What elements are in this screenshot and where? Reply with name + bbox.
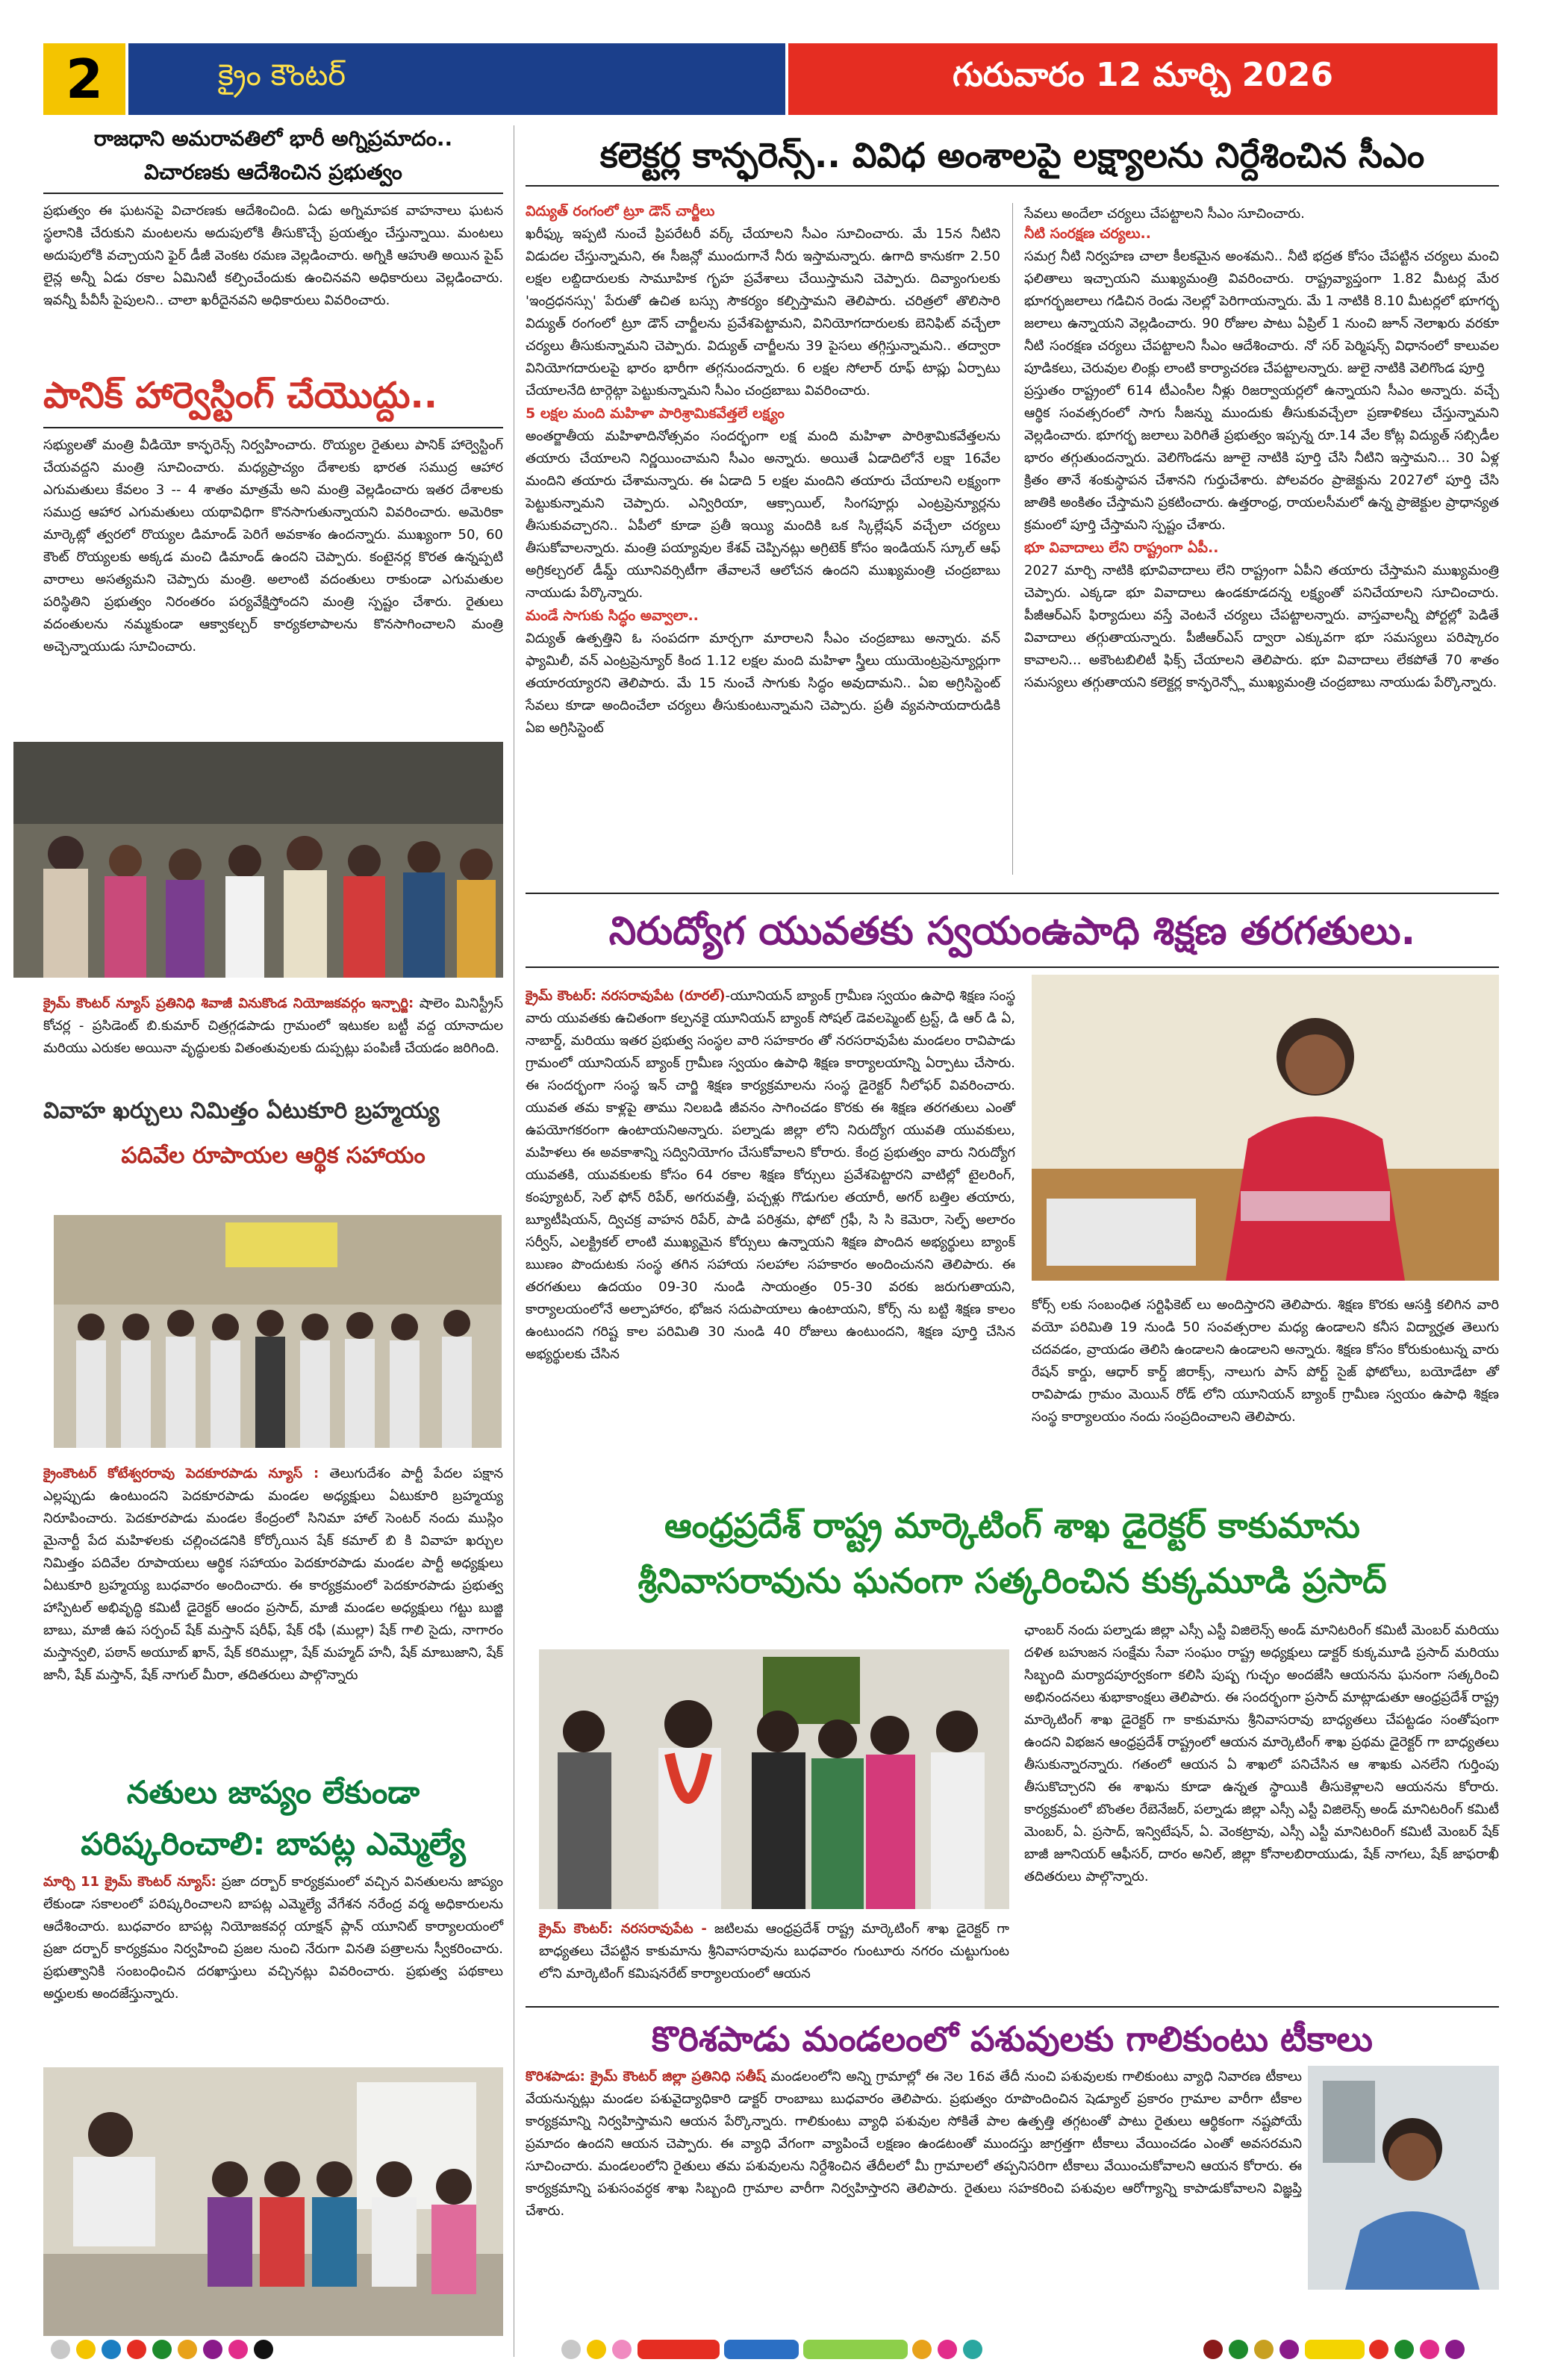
vaccination-body-block xyxy=(526,2066,1302,2223)
marketing-body-right: ఛాంబర్ నందు పల్నాడు జిల్లా ఎస్సీ ఎస్టీ విజిలెన్స్ అండ్ మానిటరింగ్ కమిటీ మెంబర్ మరియు దళిత బహుజన సంక్షేమ సేవా సంఘం రాష్ట్ర అధ్యక్షులు డాక్టర్ కుక్కమూడి ప్రసాద్ మరియు సిబ్బంది మర్యాదపూర్వకంగా కలిసి పుష్ప గుచ్ఛం అందజేసి ఆయనను ఘనంగా సత్కరించి అభినందనలు శుభాకాంక్షలు తెలిపారు. ఈ సందర్భంగా ప్రసాద్ మాట్లాడుతూ ఆంధ్రప్రదేశ్ రాష్ట్ర మార్కెటింగ్ శాఖ డైరెక్టర్ గా కాకుమాను శ్రీనివాసరావు బాధ్యతలు చేపట్టడం సంతోషంగా ఉందని విభజన ఆంధ్రప్రదేశ్ రాష్ట్రంలో ఆయన మార్కెటింగ్ శాఖ ప్రథమ డైరెక్టర్ గా బాధ్యతలు తీసుకున్నారన్నారు. గతంలో ఆయన ఏ శాఖలో పనిచేసిన ఆ శాఖకు ఎనలేని గుర్తింపు తీసుకొచ్చారని ఈ శాఖను కూడా ఉన్నత స్థాయికి తీసుకెళ్లాలని ఆయనను కోరారు. కార్యక్రమంలో బొంతల రేబెనేజర్, పల్నాడు జిల్లా ఎస్సీ ఎస్టీ విజిలెన్స్ అండ్ మానిటరింగ్ కమిటీ మెంబర్, ఏ. ప్రసాద్, ఇన్విటేషన్, ఏ. వెంకట్రావు, ఎస్సీ ఎస్టీ మానిటరింగ్ కమిటీ మెంబర్ షేక్ బాజీ జూనియర్ ఆఫీసర్, దారం అనిల్, జిల్లా కోనాలబిరాయుడు, షేక్ నాగలు, షేక్ జాఫరాఖీ తదితరులు పాల్గొన్నారు. xyxy=(1024,1622,1499,1884)
footer-dot xyxy=(102,2340,121,2359)
collectors-body-land: 2027 మార్చి నాటికి భూవివాదాలు లేని రాష్ట్రంగా ఏపీని తయారు చేస్తామని ముఖ్యమంత్రి చెప్పారు. ఎక్కడా భూ వివాదాలు ఉండకూడదన్న లక్ష్యంతో పనిచేయాలని సూచించారు. పీజీఆర్ఎస్ ఫిర్యాదులు వస్తే వెంటనే చర్యలు చేపట్టాలన్నారు. వాస్తవాలన్నీ పోర్టల్లో పెడితే వివాదాలు తగ్గుతాయన్నారు. పీజీఆర్ఎస్ ద్వారా ఎక్కువగా భూ సమస్యలు పరిష్కారం కావాలని... అకౌంటబిలిటీ ఫిక్స్ చేయాలని తెలిపారు. భూ వివాదాలు లేకపోతే 70 శాతం సమస్యలు తగ్గుతాయని కలెక్టర్ల కాన్ఫరెన్స్లో ముఖ్యమంత్రి చంద్రబాబు నాయుడు పేర్కొన్నారు. xyxy=(1024,563,1499,690)
vaccination-headline-block xyxy=(526,2006,1499,2061)
footer-dot xyxy=(587,2340,606,2359)
wedding-aid-photo xyxy=(54,1215,502,1448)
footer-bar xyxy=(638,2340,720,2359)
footer-dot xyxy=(1229,2340,1248,2359)
footer-dot xyxy=(178,2340,197,2359)
blanket-body: షాలెం మినిస్ట్రీస్ కోచర్ల - ప్రసిడెంట్ బి.కుమార్ చిత్రగ్గడపాడు గ్రామంలో ఇటుకల బట్టీ వద్ద యానాదుల మరియు ఎరుకల అయినా వృద్ధులకు వితంతువులకు దుప్పట్లు పంపిణీ చేయడం జరిగింది. xyxy=(43,996,503,1056)
bapatla-lead: మార్చి 11 క్రైమ్ కౌంటర్ న్యూస్: xyxy=(43,1874,216,1890)
marketing-lead: క్రైమ్ కౌంటర్: నరసరావుపేట - xyxy=(539,1921,707,1937)
bapatla-body: ప్రజా దర్బార్ కార్యక్రమంలో వచ్చిన వినతులను జాప్యం లేకుండా సకాలంలో పరిష్కరించాలని బాపట్ల ఎమ్మెల్యే వేగేశన నరేంద్ర వర్మ అధికారులను ఆదేశించారు. బుధవారం బాపట్ల నియోజకవర్గ యాక్షన్ ప్లాన్ యూనిట్ కార్యాలయంలో ప్రజా దర్బార్ కార్యక్రమం నిర్వహించి ప్రజల నుంచి నేరుగా వినతి పత్రాలను స్వీకరించారు. ప్రభుత్వానికి సంబంధించిన దరఖాస్తులు వచ్చినట్లు వివరించారు. ప్రభుత్వ పథకాలు అర్హులకు అందజేస్తున్నారు. xyxy=(43,1874,503,2002)
training-body: -యూనియన్ బ్యాంక్ గ్రామీణ స్వయం ఉపాధి శిక్షణ సంస్థ వారు యువతకు ఉచితంగా కల్పనకై యూనియన్ బ్యాంక్ సోషల్ డెవలప్మెంట్ ట్రస్ట్, డి ఆర్ డి ఏ, నాబార్డ్, మరియు ఇతర ప్రభుత్వ సంస్థల వారి సహకారం తో నరసరావుపేట మండలం రావిపాడు గ్రామంలో యూనియన్ బ్యాంక్ గ్రామీణ స్వయం ఉపాధి శిక్షణ కార్యాలయాన్ని ఏర్పాటు చేసారు. ఈ సందర్భంగా సంస్థ ఇన్ చార్జి శిక్షణ కార్యక్రమాలను సంస్థ డైరెక్టర్ నీలోఫర్ వివరించారు. యువత తమ కాళ్లపై తాము నిలబడి జీవనం సాగించడం కొరకు ఈ శిక్షణ తరగతులు ఎంతో ఉపయోగకరంగా ఉంటాయనిఅన్నారు. పల్నాడు జిల్లా లోని నిరుద్యోగ యువతి యువకులు, మహిళలు ఈ అవకాశాన్ని సద్వినియోగం చేసుకోవాలని కోరారు. కేంద్ర ప్రభుత్వం వారు నిరుద్యోగ యువతకి, యువకులకు కోసం 64 రకాల శిక్షణ కోర్సులు ప్రవేశపెట్టారని వాటిల్లో టైలరింగ్, కంప్యూటర్, సెల్ ఫోన్ రిపేర్, అగరువత్తీ, పచ్చళ్లు గొడుగుల తయారీ, అగర్ బత్తిల తయారు, బ్యూటీషియన్, ద్విచక్ర వాహన రిపేర్, పాడి పరిశ్రమ, ఫోటో గ్రఫీ, సి సి కెమెరా, సెల్ఫ్ అలారం సర్వీస్, ఎలక్ట్రికల్ లాంటి ముఖ్యమైన కోర్సులు ఉన్నాయని శిక్షణ పొందిన అభ్యర్థులు బ్యాంక్ ఋణం పొందుటకు సంస్థ తగిన సహాయ సలహాల సహకారం అందించునని తెలిపారు. ఈ తరగతులు ఉదయం 09-30 నుండి సాయంత్రం 05-30 వరకు జరుగుతాయని, కార్యాలయంలోనే అల్పాహారం, భోజన సదుపాయాలు ఉంటాయని, కోర్స్ ను బట్టి శిక్షణ కాలం ఉంటుందని గరిష్ట కాల పరిమితి 30 నుండి 40 రోజులు ఉంటుందని, శిక్షణ పూర్తి చేసిన అభ్యర్థులకు చేసిన xyxy=(526,988,1015,1362)
footer-dot xyxy=(1279,2340,1299,2359)
footer-dot xyxy=(612,2340,632,2359)
newspaper-brand: క్రైం కౌంటర్ xyxy=(128,43,785,115)
marketing-body: జటిలమ ఆంధ్రప్రదేశ్ రాష్ట్ర మార్కెటింగ్ శాఖ డైరెక్టర్ గా బాధ్యతలు చేపట్టిన కాకుమాను శ్రీనివాసరావును బుధవారం గుంటూరు నగరం చుట్టుగుంట లోని మార్కెటింగ్ కమిషనరేట్ కార్యాలయంలో ఆయన xyxy=(539,1921,1009,1981)
divider xyxy=(526,966,1499,968)
wedding-body-block xyxy=(43,1463,503,1687)
bapatla-story xyxy=(43,1773,503,2005)
footer-dot xyxy=(561,2340,581,2359)
collectors-body-power: ఖరీఫ్కు ఇప్పటి నుంచే ప్రిపరేటరీ వర్క్ చేయాలని సీఎం సూచించారు. మే 15న నీటిని విడుదల చేస్తున్నామని, ఈ సీజన్లో ముందుగానే నీరు ఇస్తామన్నారు. ఉగాది కానుకగా 2.50 లక్షల లబ్దిదారులకు సామూహిక గృహ ప్రవేశాలు చేయిస్తామని చెప్పారు. దివ్యాంగులకు 'ఇంద్రధనస్సు' పేరుతో ఉచిత బస్సు సౌకర్యం కల్పిస్తామని తెలిపారు. చరిత్రలో తొలిసారి విద్యుత్ రంగంలో ట్రూ డౌన్ చార్జీలను ప్రవేశపెట్టామని, వినియోగదారులకు బెనిఫిట్ వచ్చేలా చర్యలు తీసుకున్నామని చెప్పారు. విద్యుత్ చార్జీలను 39 పైసలు తగ్గిస్తున్నామని.. తద్వారా వినియోగదారులపై భారం భారీగా తగ్గనుందన్నారు. 6 లక్షల సోలార్ రూఫ్ టాప్లు ఏర్పాటు చేయాలనేది టార్గెట్గా పెట్టుకున్నామని సీఎం చంద్రబాబు వివరించారు. xyxy=(526,226,1000,399)
panic-headline: పానిక్ హార్వెస్టింగ్ చేయొద్దు.. xyxy=(43,375,438,416)
collectors-subhead-women: 5 లక్షల మంది మహిళా పారిశ్రామికవేత్తలే లక్ష్యం xyxy=(526,405,785,422)
footer-dot xyxy=(1394,2340,1414,2359)
column-divider xyxy=(1012,203,1013,875)
marketing-headline-block xyxy=(526,1505,1499,1602)
blanket-story xyxy=(43,993,503,1060)
photo-illustration xyxy=(539,1649,1009,1909)
issue-date: గురువారం 12 మార్చి 2026 xyxy=(788,43,1497,115)
bapatla-headline-2: పరిష్కరించాలి: బాపట్ల ఎమ్మెల్యే xyxy=(81,1825,466,1862)
fire-story xyxy=(43,125,503,312)
collectors-subhead-water: నీటి సంరక్షణ చర్యలు.. xyxy=(1024,225,1151,242)
footer-dot xyxy=(1203,2340,1223,2359)
divider xyxy=(526,185,1499,187)
footer-dot xyxy=(228,2340,248,2359)
collectors-body-continued: సేవలు అందేలా చర్యలు చేపట్టాలని సీఎం సూచించారు. xyxy=(1024,206,1305,222)
wedding-story xyxy=(43,1097,503,1169)
page-number: 2 xyxy=(43,43,125,115)
blanket-lead: క్రైమ్ కౌంటర్ న్యూస్ ప్రతినిధి శివాజీ వినుకొండ నియోజకవర్గం ఇన్చార్జి: xyxy=(43,996,414,1011)
training-body-right: కోర్స్ లకు సంబంధిత సర్టిఫికెట్ లు అందిస్తారని తెలిపారు. శిక్షణ కొరకు ఆసక్తి కలిగిన వారి వయో పరిమితి 19 నుండి 50 సంవత్సరాల మధ్య ఉండాలని కనీస విద్యార్హత తెలుగు చదవడం, వ్రాయడం తెలిసి ఉండాలని ఉండాలని అన్నారు. శిక్షణ కోసం కోరుకుంటున్న వారు రేషన్ కార్డు, ఆధార్ కార్డ్ జిరాక్స్, నాలుగు పాస్ పోర్ట్ సైజ్ ఫోటోలు, బయోడేటా తో రావిపాడు గ్రామం మెయిన్ రోడ్ లోని యూనియన్ బ్యాంక్ గ్రామీణ స్వయం ఉపాధి శిక్షణ సంస్థ కార్యాలయం నందు సంప్రదించాలని తెలిపారు. xyxy=(1032,1297,1499,1425)
footer-dot xyxy=(51,2340,70,2359)
felicitation-photo xyxy=(539,1649,1009,1909)
footer-bar xyxy=(1305,2340,1365,2359)
wedding-headline-1: వివాహ ఖర్చులు నిమిత్తం ఏటుకూరి బ్రహ్మయ్య xyxy=(43,1098,440,1124)
footer-dot xyxy=(127,2340,146,2359)
marketing-headline-1: ఆంధ్రప్రదేశ్ రాష్ట్ర మార్కెటింగ్ శాఖ డైరెక్టర్ కాకుమాను xyxy=(664,1505,1360,1546)
training-body-right-block xyxy=(1032,1294,1499,1428)
footer-dot xyxy=(152,2340,172,2359)
fire-headline-2: విచారణకు ఆదేశించిన ప్రభుత్వం xyxy=(144,160,402,184)
training-headline-block xyxy=(526,893,1499,968)
footer-dot xyxy=(1420,2340,1439,2359)
training-headline: నిరుద్యోగ యువతకు స్వయంఉపాధి శిక్షణ తరగతులు. xyxy=(608,909,1416,954)
collectors-body-farming: విద్యుత్ ఉత్పత్తిని ఓ సంపదగా మార్చగా మారాలని సీఎం చంద్రబాబు అన్నారు. వన్ ఫ్యామిలీ, వన్ ఎంట్రప్రెన్యూర్ కింద 1.12 లక్షల మంది మహిళా స్త్రీలు యుయెంట్రప్రెన్యూర్లుగా తయారయ్యారని తెలిపారు. మే 15 నుంచే సాగుకు సిద్ధం అవుదామని.. ఏఐ అగ్రిసిస్టెంట్ సేవలు కూడా అందించేలా చర్యలు తీసుకుంటున్నామని చెప్పారు. ప్రతీ వ్యవసాయదారుడికి ఏఐ అగ్రిసిస్టెంట్ xyxy=(526,631,1000,736)
footer-dot xyxy=(1445,2340,1465,2359)
footer-dot xyxy=(76,2340,96,2359)
praja-darbar-photo xyxy=(43,2067,503,2336)
footer-dot xyxy=(203,2340,222,2359)
panic-body: సభ్యులతో మంత్రి వీడియో కాన్ఫరెన్స్ నిర్వహించారు. రొయ్యల రైతులు పానిక్ హార్వెస్టింగ్ చేయవద్దని మంత్రి సూచించారు. మధ్యప్రాచ్యం దేశాలకు భారత సముద్ర ఆహార ఎగుమతులు కేవలం 3 -- 4 శాతం మాత్రమే అని మంత్రి వెల్లడించారు ఇతర దేశాలకు సముద్ర ఆహార ఎగుమతులు యథావిధిగా కొనసాగుతున్నాయని వివరించారు. అమెరికా మార్కెట్లో త్వరలో రొయ్యల డిమాండ్ పెరిగే అవకాశం ఉందన్నారు. ముఖ్యంగా 50, 60 కౌంట్ రొయ్యలకు అక్కడ మంచి డిమాండ్ ఉందని చెప్పారు. కంటైనర్ల కొరత ఉన్నప్పటి వారాలు అసత్యమని చెప్పారు మంత్రి. అలాంటి వదంతులు రాకుండా ఎగుమతుల పరిస్థితిని ప్రభుత్వం నిరంతరం పర్యవేక్షిస్తోందని మంత్రి స్పష్టం చేశారు. రైతులు వదంతులను నమ్మకుండా ఆక్వాకల్చర్ కార్యకలాపాలను కొనసాగించాలని మంత్రి అచ్చెన్నాయుడు సూచించారు. xyxy=(43,437,503,655)
collectors-column-1 xyxy=(526,203,1000,740)
divider xyxy=(526,893,1499,894)
footer-dot xyxy=(912,2340,932,2359)
collectors-body-water: సమగ్ర నీటి నిర్వహణ చాలా కీలకమైన అంశమని.. నీటి భద్రత కోసం చేపట్టిన చర్యలు మంచి ఫలితాలు ఇచ్చాయని ముఖ్యమంత్రి వివరించారు. రాష్ట్రవ్యాప్తంగా 1.82 మీటర్ల మేర భూగర్భజలాలు గడిచిన రెండు నెలల్లో పెరిగాయన్నారు. మే 1 నాటికి 8.10 మీటర్లలో భూగర్భ జలాలు ఉన్నాయని వెల్లడించారు. 90 రోజుల పాటు ఏప్రిల్ 1 నుంచి జూన్ నెలాఖరు వరకూ నీటి సంరక్షణ చర్యలు చేపట్టాలని సీఎం ఆదేశించారు. నో సర్ పెర్మిషన్స్ విధానంలో కాలువల పూడికలు, చెరువుల లింక్లు లాంటి కార్యాచరణ చేపట్టాలన్నారు. జులై నాటికి వెలిగొండ పూర్తి xyxy=(1024,249,1499,376)
photo-illustration xyxy=(54,1215,502,1448)
training-director-photo xyxy=(1032,975,1499,1281)
divider xyxy=(526,2006,1499,2008)
bapatla-headline-1: నతులు జాప్యం లేకుండా xyxy=(126,1774,420,1811)
collectors-headline: కలెక్టర్ల కాన్ఫరెన్స్.. వివిధ అంశాలపై లక్ష్యాలను నిర్దేశించిన సీఎం xyxy=(599,135,1425,175)
fire-headline-1: రాజధాని అమరావతిలో భారీ అగ్నిప్రమాదం.. xyxy=(93,126,453,151)
collectors-body-reservoirs: ప్రస్తుతం రాష్ట్రంలో 614 టీఎంసీల నీళ్లు రిజర్వాయర్లలో ఉన్నాయని సీఎం అన్నారు. వచ్చే ఆర్థిక సంవత్సరంలో సాగు సీజన్ను ముందుకు తీసుకువచ్చేలా ప్రణాళికలు చేస్తున్నామని వెల్లడించారు. భూగర్భ జలాలు పెరిగితే ప్రభుత్వం ఇప్పన్న రూ.14 వేల కోట్ల విద్యుత్ సబ్సిడీల భారం తగ్గుతుందన్నారు. వెలిగొండను జూలై నాటికి పూర్తి చేసి నీటిని ఇస్తామని... 30 ఏళ్ల క్రితం తానే శంకుస్థాపన చేశానని గుర్తుచేశారు. పోలవరం ప్రాజెక్టును 2027లో పూర్తి చేసి జాతికి అంకితం చేస్తామని ప్రకటించారు. ఉత్తరాంధ్ర, రాయలసీమలో ఉన్న ప్రాజెక్టుల ప్రాధాన్యత క్రమంలో పూర్తి చేస్తామని స్పష్టం చేశారు. xyxy=(1024,383,1499,533)
training-lead: క్రైమ్ కౌంటర్: నరసరావుపేట (రూరల్) xyxy=(526,988,726,1004)
divider xyxy=(43,427,503,428)
footer-dot xyxy=(1369,2340,1388,2359)
divider xyxy=(43,193,503,194)
collectors-subhead-land: భూ వివాదాలు లేని రాష్ట్రంగా ఏపీ.. xyxy=(1024,540,1219,556)
footer-color-strip xyxy=(0,2340,1543,2370)
footer-bar xyxy=(724,2340,799,2359)
vaccination-headline: కొరిశపాడు మండలంలో పశువులకు గాలికుంటు టీకాలు xyxy=(652,2019,1373,2059)
footer-dot xyxy=(938,2340,957,2359)
footer-dot xyxy=(1254,2340,1274,2359)
photo-illustration xyxy=(1032,975,1499,1281)
vaccination-body: మండలంలోని అన్ని గ్రామాల్లో ఈ నెల 16వ తేదీ నుంచి పశువులకు గాలికుంటు వ్యాధి నివారణ టీకాలు వేయనున్నట్లు మండల పశువైద్యాధికారి డాక్టర్ రాంబాబు బుధవారం తెలిపారు. ప్రభుత్వం రూపొందించిన షెడ్యూల్ ప్రకారం గ్రామాల వారీగా టీకాల కార్యక్రమాన్ని నిర్వహిస్తామని ఆయన పేర్కొన్నారు. గాలికుంటు వ్యాధి పశువుల సోకితే పాల ఉత్పత్తి తగ్గటంతో పాటు రైతులు ఆర్థికంగా నష్టపోయే ప్రమాదం ఉందని ఆయన చెప్పారు. ఈ వ్యాధి వేగంగా వ్యాపించే లక్షణం ఉండటంతో ముందస్తు జాగ్రత్తగా టీకాలు వేయించడం ఎంతో అవసరమని సూచించారు. మండలంలోని రైతులు తమ పశువులను నిర్దేశించిన తేదీలలో మీ గ్రామాలలో తప్పనిసరిగా టీకాలు వేయించుకోవాలని ఆయన కోరారు. ఈ కార్యక్రమాన్ని పశుసంవర్ధక శాఖ సిబ్బంది గ్రామాల వారీగా నిర్వహిస్తారని తెలిపారు. రైతులు సహకరించి పశువుల ఆరోగ్యాన్ని కాపాడుకోవాలని విజ్ఞప్తి చేశారు. xyxy=(526,2069,1302,2219)
footer-dot xyxy=(254,2340,273,2359)
panic-story xyxy=(43,373,503,658)
marketing-body-right-block xyxy=(1024,1620,1499,1888)
wedding-body: తెలుగుదేశం పార్టీ పేదల పక్షాన ఎల్లప్పుడు ఉంటుందని పెదకూరపాడు మండల అధ్యక్షులు ఏటుకూరి బ్రహ్మయ్య నిరూపించారు. పెదకూరపాడు మండల కేంద్రంలో సినిమా హాల్ సెంటర్ నందు ముస్లిం మైనార్టీ పేద మహిళలకు చల్లించడనికి కోర్కోయిన షేక్ కమాల్ బి కి వివాహ ఖర్చుల నిమిత్తం పదివేల రూపాయలు ఆర్థిక సహాయం పెదకూరపాడు మండల పార్టీ అధ్యక్షులు ఏటుకూరి బ్రహ్మయ్య బుధవారం అందించారు. ఈ కార్యక్రమంలో పెదకూరపాడు ప్రభుత్వ హాస్పిటల్ అభివృద్ధి కమిటీ డైరెక్టర్ ఆందం ప్రసాద్, మాజీ మండల అధ్యక్షులు గట్టు బుజ్జి బాబు, మాజీ ఉప సర్పంచ్ షేక్ మస్తాన్ షరీఫ్, షేక్ రఫీ (ముల్లా) షేక్ గాలి సైదు, నాగారం మస్తాన్వలి, పఠాన్ అయూబ్ ఖాన్, షేక్ కరిముల్లా, షేక్ మహ్మద్ హనీ, షేక్ మాబుజాని, షేక్ జానీ, షేక్ మస్తాన్, షేక్ నాగుల్ మీరా, తదితరులు పాల్గొన్నారు xyxy=(43,1466,503,1683)
blanket-distribution-photo xyxy=(13,742,503,978)
collectors-column-2 xyxy=(1024,203,1499,694)
collectors-subhead-power: విద్యుత్ రంగంలో ట్రూ డౌన్ చార్జీలు xyxy=(526,203,715,219)
photo-illustration xyxy=(43,2067,503,2336)
marketing-headline-2: శ్రీనివాసరావును ఘనంగా సత్కరించిన కుక్కమూడి ప్రసాద్ xyxy=(638,1560,1387,1601)
vaccination-lead: కొరిశపాడు: క్రైమ్ కౌంటర్ జిల్లా ప్రతినిధి సతీష్ xyxy=(526,2069,766,2084)
photo-illustration xyxy=(1308,2066,1499,2290)
training-body-block xyxy=(526,985,1015,1366)
photo-illustration xyxy=(13,742,503,978)
marketing-body-block xyxy=(539,1918,1009,1985)
veterinary-officer-photo xyxy=(1308,2066,1499,2290)
collectors-subhead-farming: మండే సాగుకు సిద్ధం అవ్వాలా.. xyxy=(526,608,699,624)
collectors-body-women: అంతర్జాతీయ మహిళాదినోత్సవం సందర్భంగా లక్ష మంది మహిళా పారిశ్రామికవేత్తలను తయారు చేయాలని నిర్ణయించామని సీఎం అన్నారు. అయితే ఏడాదిలోనే లక్షా 16వేల మందిని తయారు చేశామన్నారు. ఈ ఏడాది 5 లక్షల మందిని తయారు చేయాలని లక్ష్యంగా పెట్టుకున్నామని చెప్పారు. ఎన్విరియా, ఆక్సాయిల్, సింగపూర్లు ఎంట్రప్రెన్యూర్లను తీసుకువచ్చారని.. ఏపీలో కూడా ప్రతీ ఇయ్యి మందికి ఒక స్కిల్లేషన్ వచ్చేలా చర్యలు తీసుకోవాలన్నారు. మంత్రి పయ్యావుల కేశవ్ చెప్పినట్లు అగ్రిటెక్ కోసం ఇండియన్ స్కూల్ ఆఫ్ అగ్రికల్చరల్ డీమ్డ్ యూనివర్సిటీగా తేవాలనే ఆలోచన ఉందని ముఖ్యమంత్రి చంద్రబాబు నాయుడు పేర్కొన్నారు. xyxy=(526,428,1000,601)
collectors-story xyxy=(526,134,1499,187)
wedding-headline-2: పదివేల రూపాయల ఆర్థిక సహాయం xyxy=(121,1142,426,1169)
fire-body: ప్రభుత్వం ఈ ఘటనపై విచారణకు ఆదేశించింది. ఏడు అగ్నిమాపక వాహనాలు ఘటన స్థలానికి చేరుకుని మంటలను అదుపులోకి తీసుకొచ్చే ప్రయత్నం చేస్తున్నాయి. మంటలు అదుపులోకి వచ్చాయని ఫైర్ డీజీ వెంకట రమణ వెల్లడించారు. అగ్నికి ఆహుతి అయిన పైప్ లైన్ల అన్నీ ఏడు రకాల ఏమినిటీ కల్పించేందుకు ఉంచినవని అధికారులు వెల్లడించారు. ఇవన్నీ పీవీసీ పైపులని.. చాలా ఖరీదైనవని అధికారులు వివరించారు. xyxy=(43,203,503,308)
footer-dot xyxy=(963,2340,982,2359)
footer-bar xyxy=(803,2340,908,2359)
wedding-lead: క్రైంకౌంటర్ కోటేశ్వరరావు పెదకూరపాడు న్యూస్ : xyxy=(43,1466,319,1481)
